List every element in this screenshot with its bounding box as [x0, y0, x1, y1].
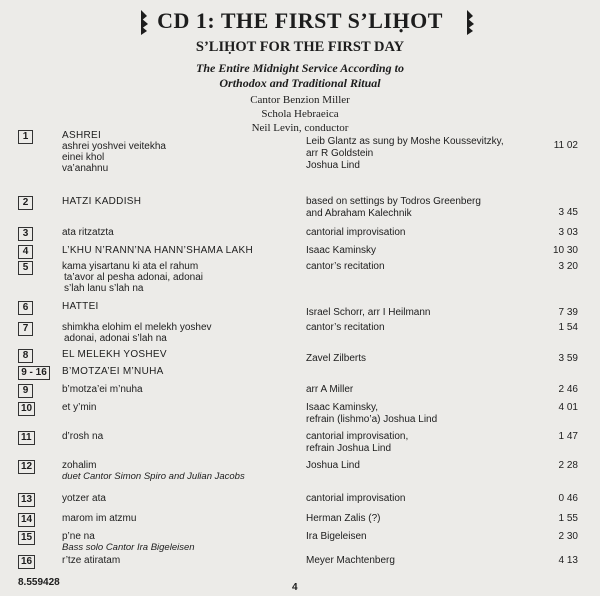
track-number: 12	[18, 460, 35, 474]
composer-line: Leib Glantz as sung by Moshe Koussevitzky,	[306, 136, 504, 147]
track-text	[62, 130, 302, 174]
track-number: 5	[18, 261, 33, 275]
track-number: 8	[18, 349, 33, 363]
track-duration: 2 46	[558, 384, 578, 395]
track-number: 4	[18, 245, 33, 259]
description-line: The Entire Midnight Service According to	[196, 61, 404, 75]
track-text	[62, 531, 302, 553]
track-composer	[306, 402, 536, 426]
track-duration: 11 02	[553, 140, 578, 151]
credit-line: Neil Levin, conductor	[251, 122, 349, 134]
text-incipit: d’rosh na	[62, 431, 104, 442]
track-number: 16	[18, 555, 35, 569]
track-number: 3	[18, 227, 33, 241]
composer-line: refrain Joshua Lind	[306, 443, 392, 454]
composer-line: Herman Zalis (?)	[306, 513, 381, 524]
track-text	[62, 431, 302, 442]
track-text	[62, 261, 302, 294]
track-text	[62, 349, 302, 360]
composer-line: refrain (lishmo’a) Joshua Lind	[306, 414, 438, 425]
track-composer	[306, 513, 536, 525]
track-text	[62, 227, 302, 238]
section-title: L’KHU N’RANN’NA HANN’SHAMA LAKH	[62, 245, 254, 256]
composer-line: based on settings by Todros Greenberg	[306, 196, 481, 207]
track-number: 14	[18, 513, 35, 527]
description-line: Orthodox and Traditional Ritual	[219, 76, 381, 90]
track-composer	[306, 531, 536, 543]
track-duration: 4 01	[558, 402, 578, 413]
section-title: HATTEI	[62, 301, 99, 312]
composer-line: cantorial improvisation	[306, 493, 406, 504]
composer-line: Ira Bigeleisen	[306, 531, 367, 542]
composer-line: Joshua Lind	[306, 160, 360, 171]
text-incipit: b’motza’ei m’nuha	[62, 384, 143, 395]
section-title: HATZI KADDISH	[62, 196, 142, 207]
composer-line: cantorial improvisation,	[306, 431, 409, 442]
track-text	[62, 245, 302, 256]
track-text	[62, 366, 302, 377]
credit-line: Cantor Benzion Miller	[250, 94, 350, 106]
performer-note: Bass solo Cantor Ira Bigeleisen	[62, 542, 195, 553]
track-number: 2	[18, 196, 33, 210]
page-subtitle: S’LIḤOT FOR THE FIRST DAY	[195, 39, 405, 55]
track-duration: 3 59	[558, 353, 578, 364]
track-duration: 0 46	[558, 493, 578, 504]
composer-line: and Abraham Kalechnik	[306, 208, 412, 219]
section-title: B’MOTZA’EI M’NUHA	[62, 366, 164, 377]
track-composer	[306, 136, 536, 172]
track-composer	[306, 261, 536, 273]
text-incipit: et y’min	[62, 402, 97, 413]
track-text	[62, 196, 302, 207]
track-duration: 2 30	[558, 531, 578, 542]
track-composer	[306, 384, 536, 396]
track-number: 1	[18, 130, 33, 144]
composer-line: Israel Schorr, arr I Heilmann	[306, 307, 431, 318]
track-number: 6	[18, 301, 33, 315]
composer-line: arr R Goldstein	[306, 148, 374, 159]
text-incipit: va’anahnu	[62, 163, 109, 174]
track-text	[62, 384, 302, 395]
track-number: 9 - 16	[18, 366, 50, 380]
composer-line: arr A Miller	[306, 384, 354, 395]
text-incipit: p’ne na	[62, 531, 95, 542]
flame-logo-icon	[136, 8, 156, 36]
track-number: 7	[18, 322, 33, 336]
track-text	[62, 493, 302, 504]
composer-line: Zavel Zilberts	[306, 353, 367, 364]
track-duration: 1 55	[558, 513, 578, 524]
performer-credits	[0, 93, 600, 135]
composer-line: cantorial improvisation	[306, 227, 406, 238]
track-number: 9	[18, 384, 33, 398]
title-row	[0, 6, 600, 36]
track-number: 10	[18, 402, 35, 416]
flame-logo-icon	[462, 8, 482, 36]
track-duration: 1 54	[558, 322, 578, 333]
track-number: 11	[18, 431, 35, 445]
track-number: 13	[18, 493, 35, 507]
track-composer	[306, 555, 536, 567]
text-incipit: ashrei yoshvei veitekha	[62, 141, 166, 152]
track-text	[62, 402, 302, 413]
track-composer	[306, 196, 536, 220]
text-incipit: einei khol	[62, 152, 105, 163]
text-incipit: r’tze atiratam	[62, 555, 121, 566]
track-composer	[306, 431, 536, 455]
track-text	[62, 513, 302, 524]
text-incipit: s’lah lanu s’lah na	[64, 283, 144, 294]
track-composer	[306, 245, 536, 257]
track-duration: 4 13	[558, 555, 578, 566]
track-composer	[306, 322, 536, 334]
text-incipit: yotzer ata	[62, 493, 106, 504]
track-duration: 3 45	[558, 207, 578, 218]
composer-line: Isaac Kaminsky	[306, 245, 377, 256]
track-text	[62, 460, 302, 482]
text-incipit: adonai, adonai s’lah na	[64, 333, 167, 344]
text-incipit: shimkha elohim el melekh yoshev	[62, 322, 212, 333]
track-number: 15	[18, 531, 35, 545]
page-title: CD 1: THE FIRST S’LIḤOT	[157, 8, 443, 33]
section-title: ASHREI	[62, 130, 102, 141]
page-number: 4	[292, 582, 298, 593]
track-duration: 7 39	[558, 307, 578, 318]
text-incipit: ata ritzatzta	[62, 227, 114, 238]
track-text	[62, 301, 302, 312]
text-incipit: ta’avor al pesha adonai, adonai	[64, 272, 203, 283]
track-composer	[306, 493, 536, 505]
track-duration: 10 30	[552, 245, 578, 256]
track-composer	[306, 307, 536, 319]
service-description	[0, 61, 600, 91]
credit-line: Schola Hebraeica	[261, 108, 339, 120]
track-composer	[306, 353, 536, 365]
track-text	[62, 555, 302, 566]
composer-line: Meyer Machtenberg	[306, 555, 395, 566]
track-text	[62, 322, 302, 344]
composer-line: Isaac Kaminsky,	[306, 402, 379, 413]
track-duration: 2 28	[558, 460, 578, 471]
track-composer	[306, 460, 536, 472]
track-duration: 3 20	[558, 261, 578, 272]
section-title: EL MELEKH YOSHEV	[62, 349, 167, 360]
track-duration: 3 03	[558, 227, 578, 238]
track-duration: 1 47	[558, 431, 578, 442]
performer-note: duet Cantor Simon Spiro and Julian Jacobs	[62, 471, 245, 482]
text-incipit: zohalim	[62, 460, 97, 471]
text-incipit: marom im atzmu	[62, 513, 137, 524]
track-composer	[306, 227, 536, 239]
text-incipit: kama yisartanu ki ata el rahum	[62, 261, 199, 272]
composer-line: Joshua Lind	[306, 460, 360, 471]
composer-line: cantor’s recitation	[306, 261, 385, 272]
composer-line: cantor’s recitation	[306, 322, 385, 333]
catalog-number: 8.559428	[18, 577, 60, 588]
